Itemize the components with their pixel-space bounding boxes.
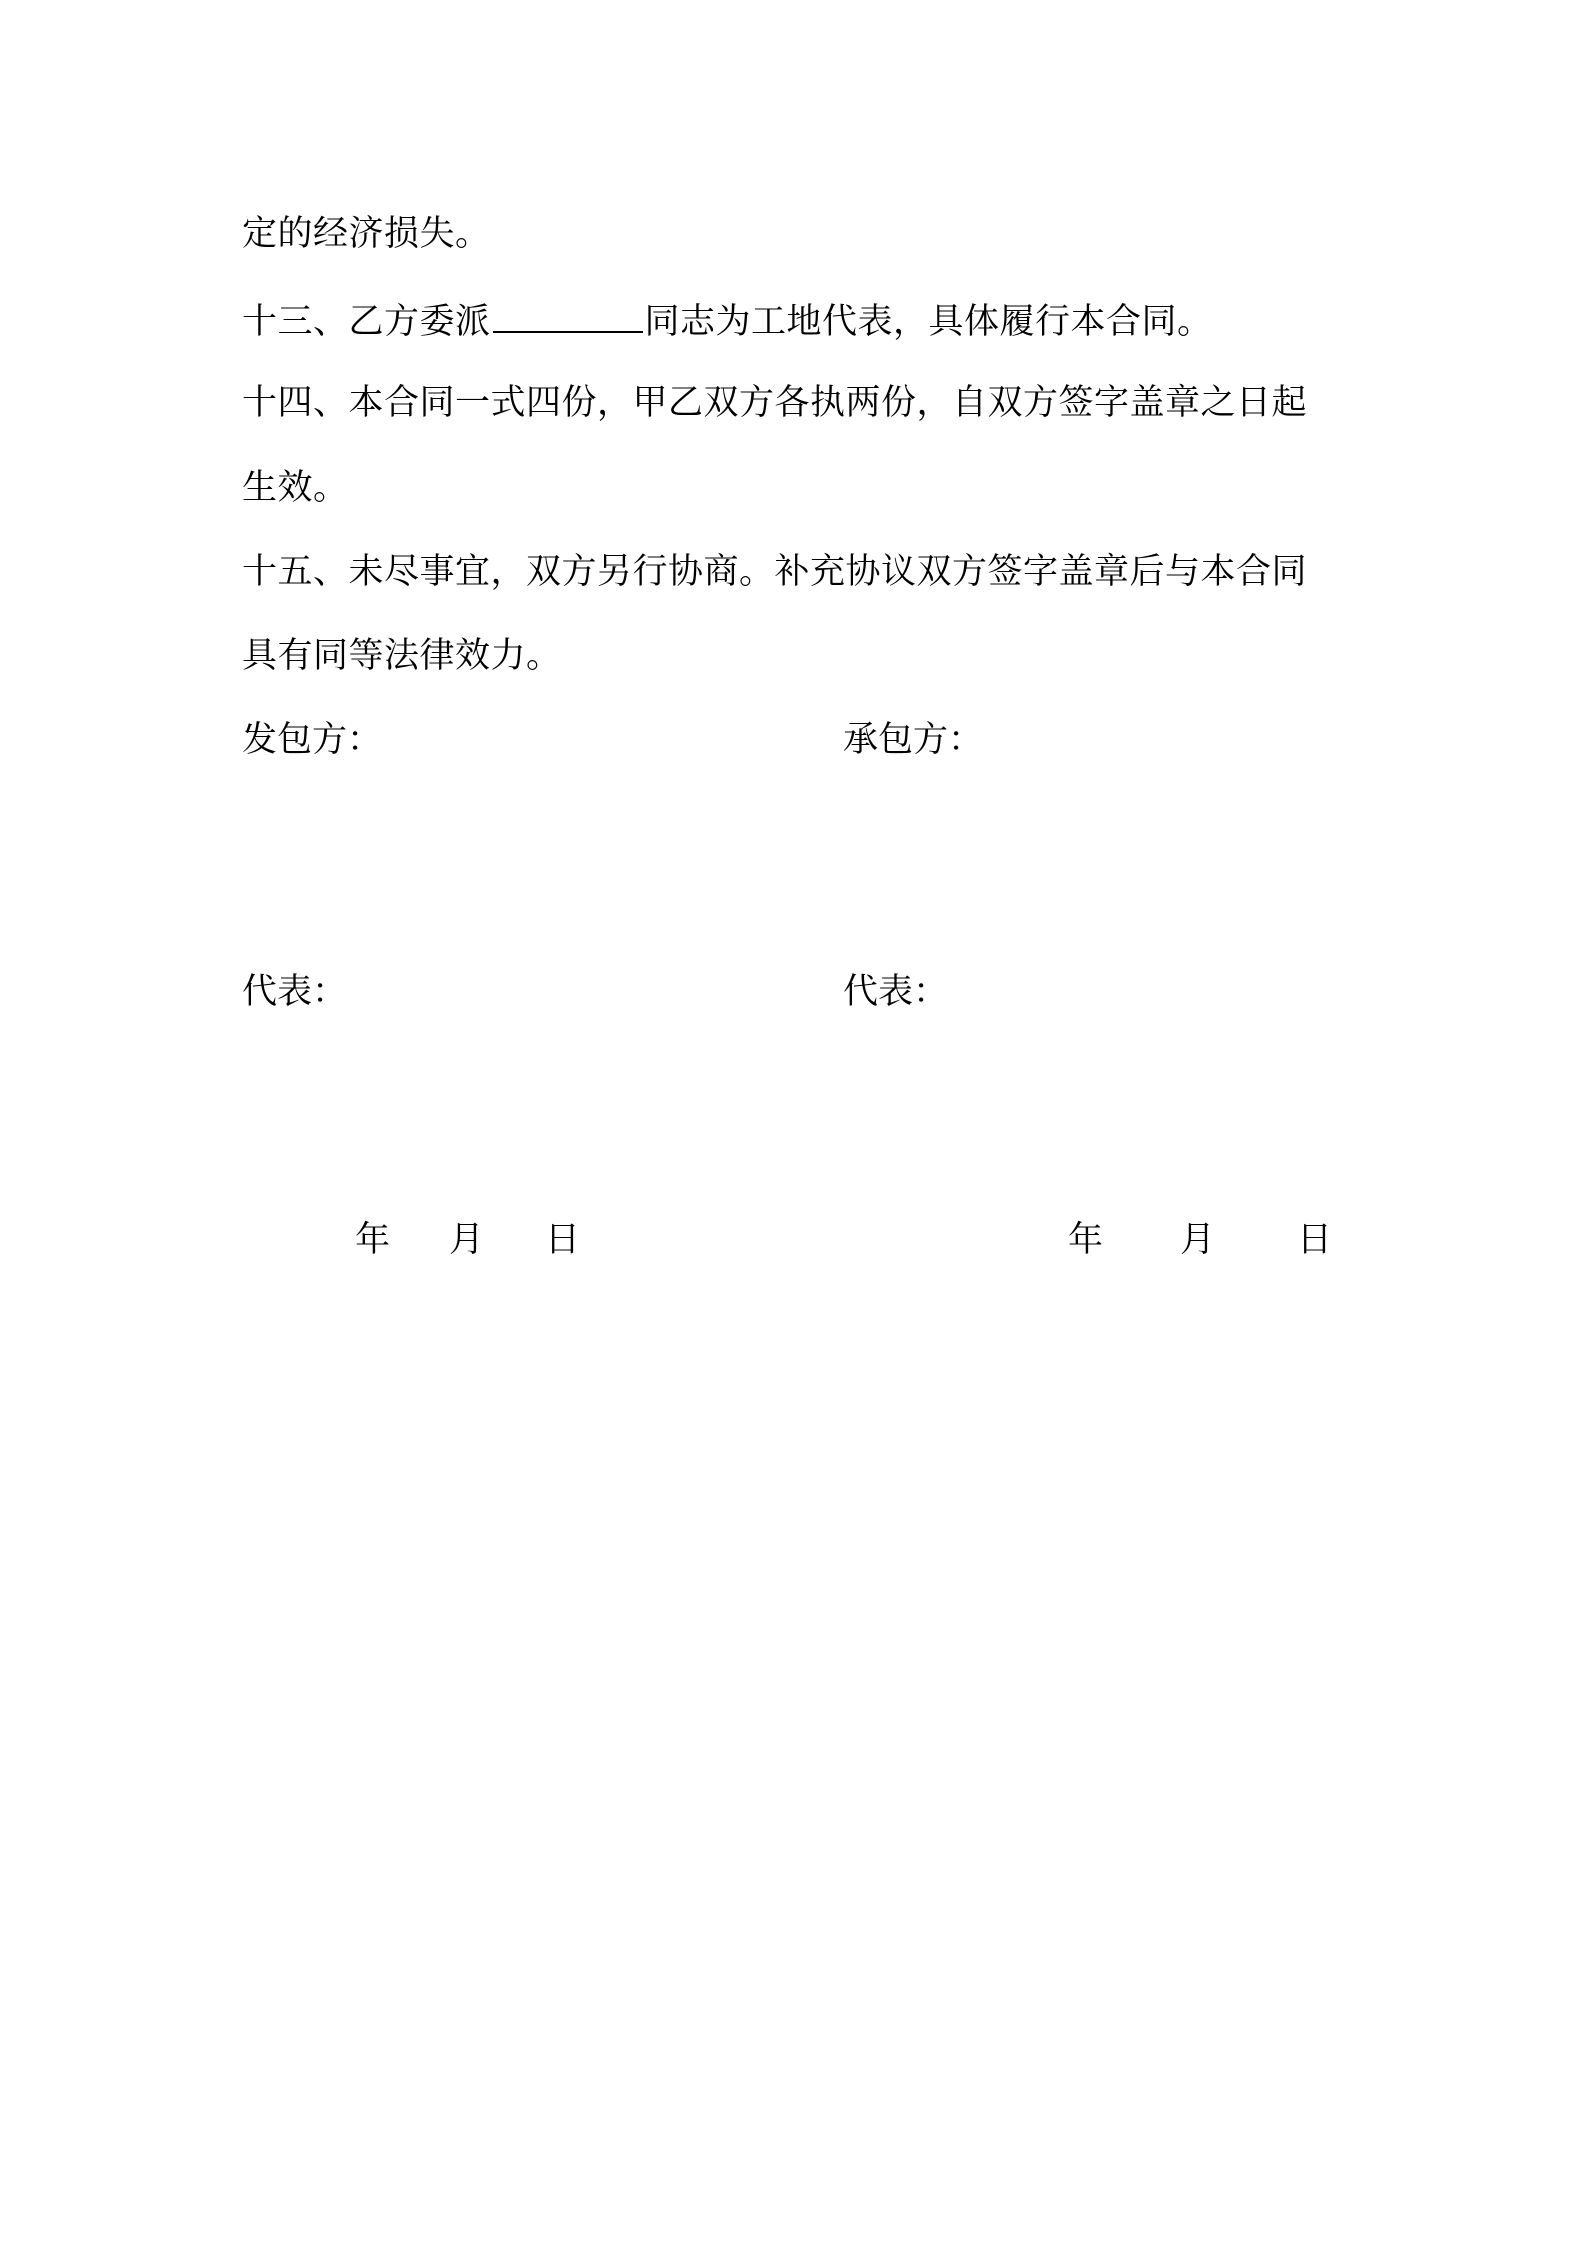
date-b-month: 月 xyxy=(1180,1220,1216,1260)
party-a-label: 发包方： xyxy=(242,720,383,760)
clause-13-after: 同志为工地代表，具体履行本合同。 xyxy=(644,302,1213,342)
clause-14-continuation: 生效。 xyxy=(242,468,349,508)
clause-14-line: 十四、本合同一式四份，甲乙双方各执两份，自双方签字盖章之日起 xyxy=(242,383,1308,423)
site-representative-blank xyxy=(493,297,643,333)
clause-15-continuation: 具有同等法律效力。 xyxy=(242,636,562,676)
date-a-day: 日 xyxy=(545,1220,581,1260)
party-b-label: 承包方： xyxy=(843,720,984,760)
clause-13-before: 十三、乙方委派 xyxy=(242,302,491,342)
text-line-economic-loss: 定的经济损失。 xyxy=(242,214,491,254)
date-a-year: 年 xyxy=(355,1220,391,1260)
clause-15-line: 十五、未尽事宜，双方另行协商。补充协议双方签字盖章后与本合同 xyxy=(242,552,1308,592)
date-b-year: 年 xyxy=(1068,1220,1104,1260)
representative-a-label: 代表： xyxy=(242,972,348,1012)
date-b-day: 日 xyxy=(1297,1220,1333,1260)
clause-13-line xyxy=(242,297,1213,341)
date-a-month: 月 xyxy=(449,1220,485,1260)
representative-b-label: 代表： xyxy=(843,972,949,1012)
